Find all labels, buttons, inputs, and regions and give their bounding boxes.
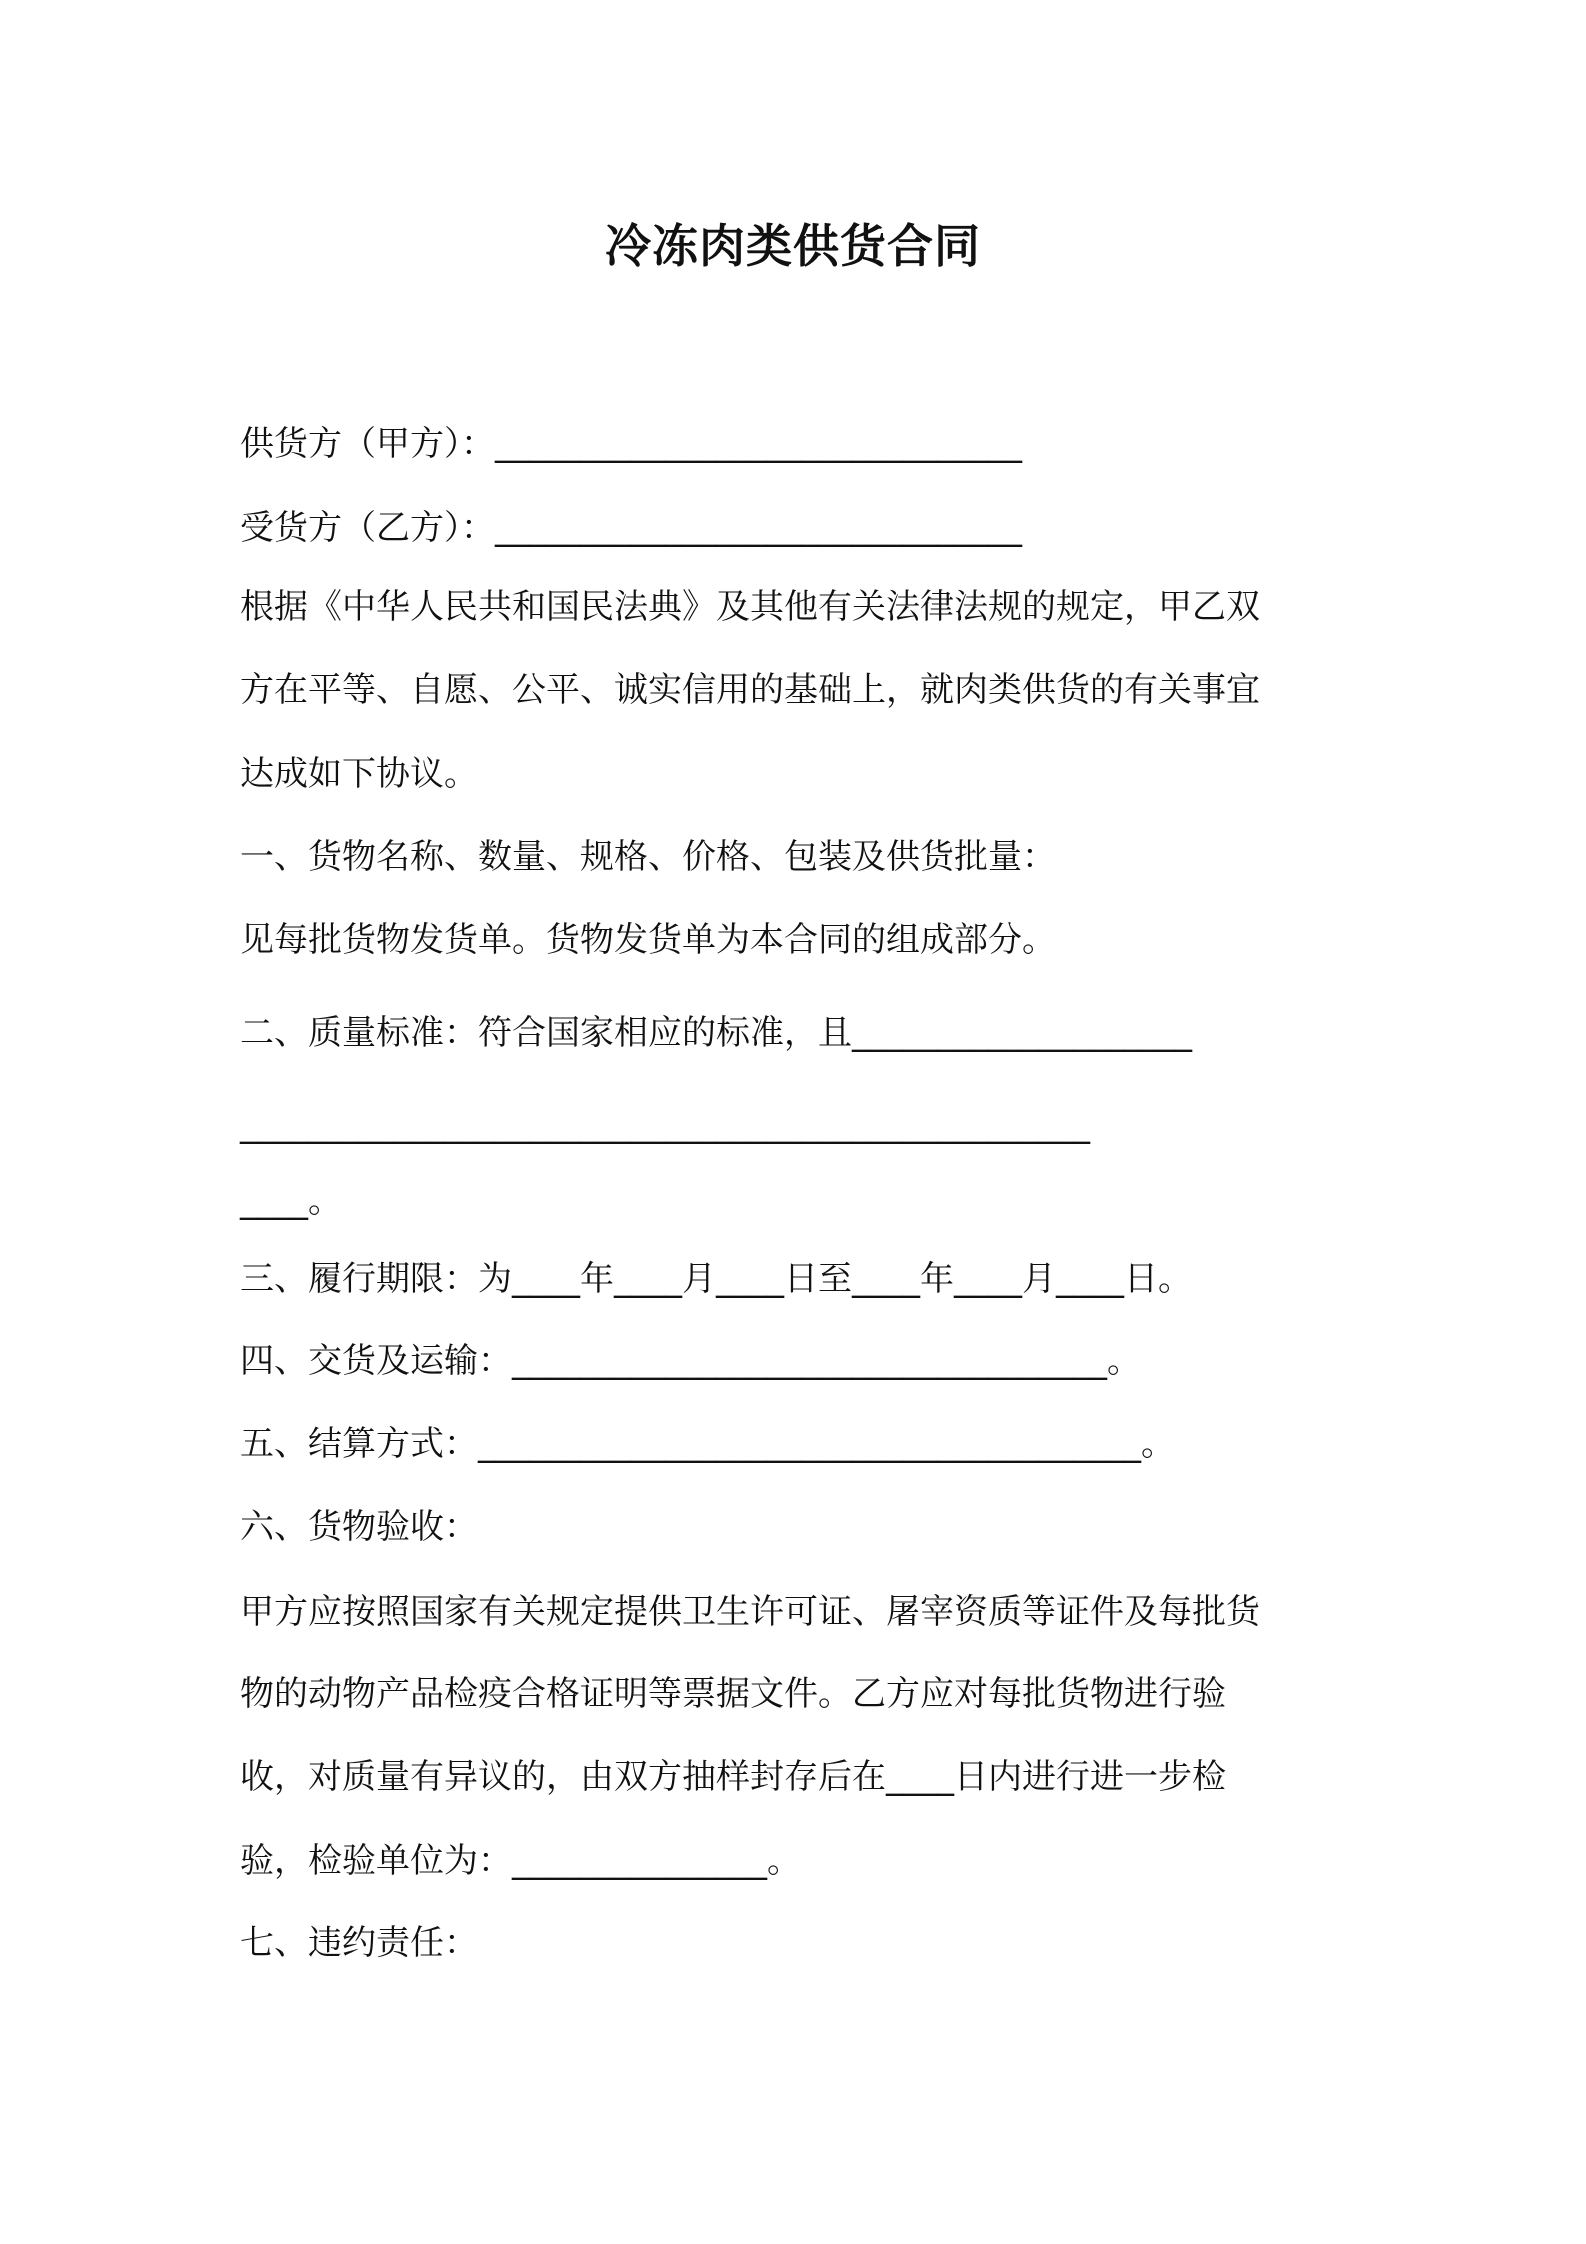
- section-3-term: 三、履行期限：为____年____月____日至____年____月____日。: [240, 1259, 1192, 1299]
- section-1-heading: 一、货物名称、数量、规格、价格、包装及供货批量：: [240, 837, 1056, 877]
- receiver-party-line: 受货方（乙方）：_______________________________: [240, 508, 1022, 548]
- section-6-body-line-1: 甲方应按照国家有关规定提供卫生许可证、屠宰资质等证件及每批货: [240, 1592, 1260, 1632]
- section-5-settlement: 五、结算方式：_______________________________________。: [240, 1424, 1175, 1464]
- section-4-delivery: 四、交货及运输：___________________________________。: [240, 1341, 1141, 1381]
- section-2-blank-end: ____。: [240, 1181, 342, 1221]
- section-7-heading: 七、违约责任：: [240, 1923, 478, 1963]
- section-6-heading: 六、货物验收：: [240, 1507, 478, 1547]
- section-6-body-line-2: 物的动物产品检疫合格证明等票据文件。乙方应对每批货物进行验: [240, 1674, 1226, 1714]
- section-6-body-line-3: 收，对质量有异议的，由双方抽样封存后在____日内进行进一步检: [240, 1757, 1226, 1797]
- preamble-line-3: 达成如下协议。: [240, 754, 478, 794]
- section-2-blank-line: __________________________________________________: [240, 1105, 1090, 1145]
- preamble-line-1: 根据《中华人民共和国民法典》及其他有关法律法规的规定，甲乙双: [240, 587, 1260, 627]
- section-2-heading: 二、质量标准：符合国家相应的标准，且____________________: [240, 1013, 1192, 1053]
- section-1-body: 见每批货物发货单。货物发货单为本合同的组成部分。: [240, 920, 1056, 960]
- page-title: 冷冻肉类供货合同: [605, 219, 981, 273]
- section-6-body-line-4: 验，检验单位为：_______________。: [240, 1841, 801, 1881]
- preamble-line-2: 方在平等、自愿、公平、诚实信用的基础上，就肉类供货的有关事宜: [240, 670, 1260, 710]
- supplier-party-line: 供货方（甲方）：_______________________________: [240, 424, 1022, 464]
